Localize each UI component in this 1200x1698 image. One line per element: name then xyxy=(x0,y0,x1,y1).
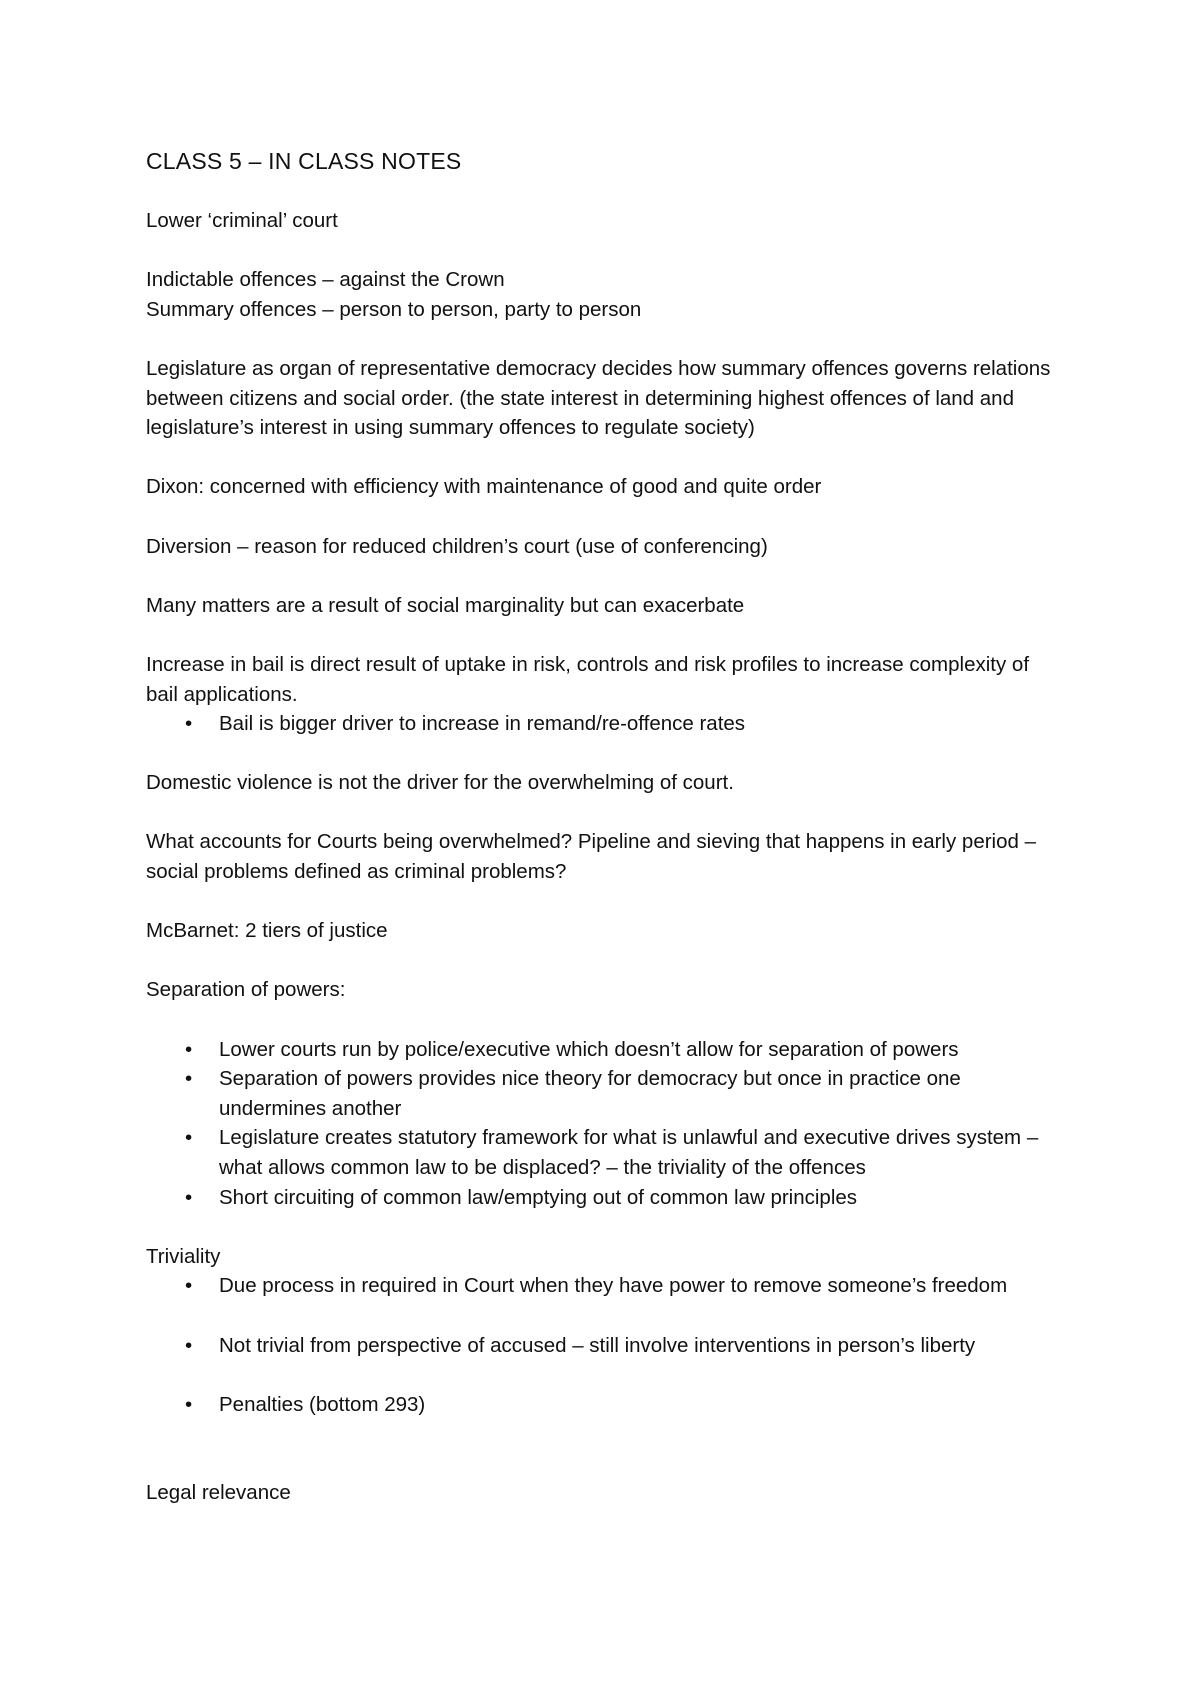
bullet-icon: • xyxy=(185,1067,193,1091)
bail-bullet-list xyxy=(146,709,1066,739)
page-title: CLASS 5 – IN CLASS NOTES xyxy=(146,148,462,174)
bail-paragraph: Increase in bail is direct result of uptake in risk, controls and risk profiles to increase complexity of bail applications. xyxy=(146,652,1030,706)
bullet-icon: • xyxy=(185,712,193,736)
list-item-text: Due process in required in Court when they have power to remove someone’s freedom xyxy=(219,1274,1008,1298)
list-item xyxy=(146,1123,1066,1182)
list-item xyxy=(146,1331,1066,1361)
lower-court-heading: Lower ‘criminal’ court xyxy=(146,209,338,232)
list-item-text: Not trivial from perspective of accused – still involve interventions in person’s liberty xyxy=(219,1333,976,1357)
legal-relevance-heading: Legal relevance xyxy=(146,1481,291,1505)
list-item-text: Penalties (bottom 293) xyxy=(219,1392,426,1416)
dixon-line: Dixon: concerned with efficiency with maintenance of good and quite order xyxy=(146,475,822,499)
separation-bullet-list xyxy=(146,1035,1066,1213)
summary-offences-line: Summary offences – person to person, party to person xyxy=(146,297,642,321)
list-item xyxy=(146,1035,1066,1065)
indictable-offences-line: Indictable offences – against the Crown xyxy=(146,268,505,292)
list-item xyxy=(146,1271,1066,1301)
diversion-line: Diversion – reason for reduced children’s court (use of conferencing) xyxy=(146,534,768,558)
list-item xyxy=(146,1064,1066,1123)
bullet-icon: • xyxy=(185,1392,193,1416)
triviality-heading: Triviality xyxy=(146,1244,221,1268)
list-item-text: Bail is bigger driver to increase in remand/re-offence rates xyxy=(219,712,746,736)
legislature-paragraph: Legislature as organ of representative democracy decides how summary offences governs relations between citizens and social order. (the state interest in determining highest offences of land and legislature’s interest in using summary offences to regulate society) xyxy=(146,356,1051,440)
list-item xyxy=(146,1183,1066,1213)
bullet-icon: • xyxy=(185,1333,193,1357)
bullet-icon: • xyxy=(185,1274,193,1298)
list-item xyxy=(146,709,1066,739)
list-item-text: Separation of powers provides nice theory for democracy but once in practice one undermines another xyxy=(219,1067,961,1120)
bullet-icon: • xyxy=(185,1037,193,1061)
separation-heading: Separation of powers: xyxy=(146,978,346,1002)
courts-overwhelmed-paragraph: What accounts for Courts being overwhelmed? Pipeline and sieving that happens in early period – social problems defined as criminal problems? xyxy=(146,830,1036,884)
domestic-violence-line: Domestic violence is not the driver for the overwhelming of court. xyxy=(146,771,734,795)
list-item xyxy=(146,1390,1066,1420)
triviality-bullet-list xyxy=(146,1271,1066,1419)
document-page xyxy=(146,146,1066,1508)
mcbarnet-line: McBarnet: 2 tiers of justice xyxy=(146,919,388,943)
bullet-icon: • xyxy=(185,1185,193,1209)
bullet-icon: • xyxy=(185,1126,193,1150)
list-item-text: Legislature creates statutory framework for what is unlawful and executive drives system – what allows common law to be displaced? – the triviality of the offences xyxy=(219,1126,1039,1179)
list-item-text: Short circuiting of common law/emptying out of common law principles xyxy=(219,1185,858,1209)
list-item-text: Lower courts run by police/executive which doesn’t allow for separation of powers xyxy=(219,1037,959,1061)
many-matters-line: Many matters are a result of social marginality but can exacerbate xyxy=(146,593,745,617)
